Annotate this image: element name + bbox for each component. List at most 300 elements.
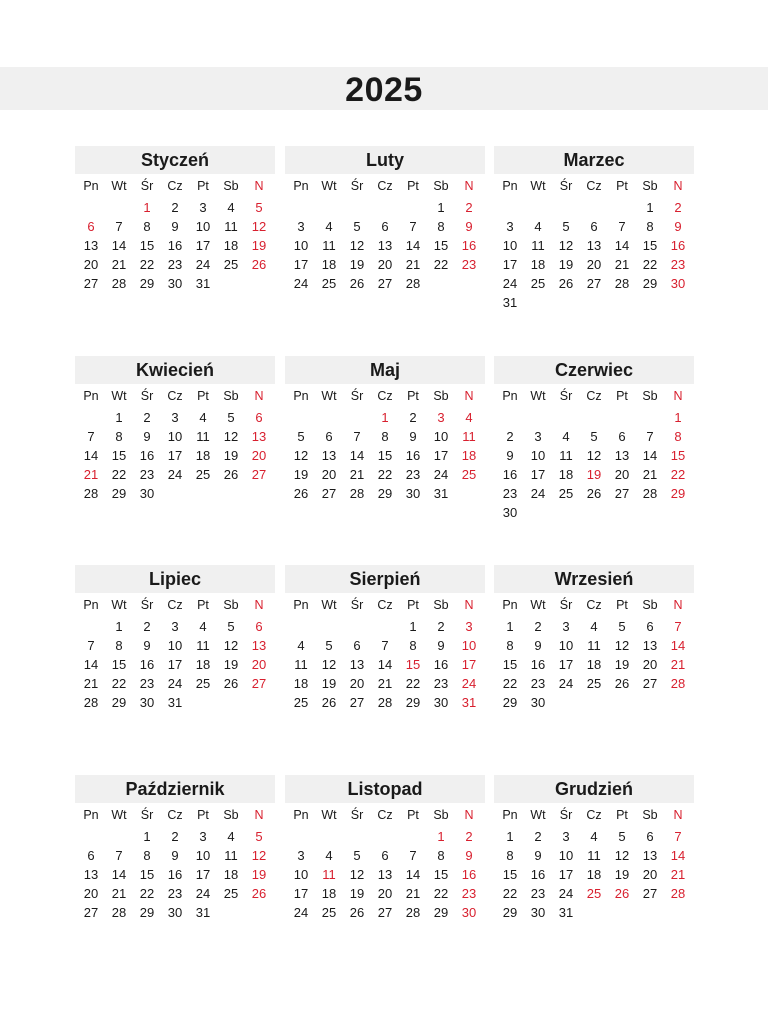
weekday-header: Pt [197,598,209,612]
day-cell: 27 [349,695,365,710]
weekday-header: Pt [616,389,628,403]
day-cell: 26 [614,886,630,901]
day-cell: 13 [321,448,337,463]
day-cell: 9 [437,638,445,653]
day-cell: 12 [251,848,267,863]
day-cell: 8 [143,219,151,234]
weekday-header: Wt [111,389,127,403]
day-cell: 8 [437,848,445,863]
day-cell: 3 [465,619,473,634]
month-name: Styczeń [75,146,275,174]
weekday-header: Cz [377,808,393,822]
day-cell: 18 [558,467,574,482]
day-cell: 1 [409,619,417,634]
day-cell: 5 [227,619,235,634]
day-cell: 28 [405,905,421,920]
day-cell: 31 [195,276,211,291]
weekday-header: Sb [223,598,239,612]
day-cell: 9 [143,638,151,653]
day-cell: 19 [586,467,602,482]
day-cell: 20 [349,676,365,691]
day-cell: 17 [558,657,574,672]
day-cell: 17 [502,257,518,272]
day-cell: 10 [461,638,477,653]
day-cell: 15 [111,657,127,672]
day-cell: 10 [530,448,546,463]
weekday-header: Wt [111,598,127,612]
day-cell: 25 [321,276,337,291]
month-day-grid [77,803,275,922]
day-cell: 2 [534,829,542,844]
day-cell: 24 [293,276,309,291]
day-cell: 28 [377,695,393,710]
day-cell: 12 [321,657,337,672]
day-cell: 17 [293,886,309,901]
day-cell: 15 [139,238,155,253]
day-cell: 25 [530,276,546,291]
day-cell: 31 [195,905,211,920]
day-cell: 13 [251,429,267,444]
day-cell: 11 [196,429,210,444]
empty-cell [552,408,580,427]
weekday-header: Pn [83,179,99,193]
day-cell: 17 [433,448,449,463]
day-cell: 14 [349,448,365,463]
weekday-header: Śr [559,808,573,822]
day-cell: 22 [642,257,658,272]
day-cell: 1 [437,200,445,215]
month-day-grid [496,384,694,522]
day-cell: 15 [377,448,393,463]
day-cell: 23 [433,676,449,691]
day-cell: 23 [461,886,477,901]
day-cell: 12 [349,238,365,253]
day-cell: 6 [255,619,263,634]
day-cell: 13 [83,867,99,882]
day-cell: 8 [115,429,123,444]
day-cell: 6 [590,219,598,234]
day-cell: 2 [143,410,151,425]
day-cell: 21 [614,257,630,272]
day-cell: 18 [223,867,239,882]
month-day-grid [496,593,694,712]
weekday-header: Pt [197,389,209,403]
day-cell: 6 [325,429,333,444]
month-name: Marzec [494,146,694,174]
day-cell: 24 [195,257,211,272]
day-cell: 14 [642,448,658,463]
day-cell: 10 [293,238,309,253]
day-cell: 5 [255,200,263,215]
day-cell: 17 [530,467,546,482]
weekday-header: Pn [83,389,99,403]
day-cell: 27 [83,276,99,291]
day-cell: 22 [111,467,127,482]
day-cell: 14 [670,638,686,653]
day-cell: 8 [143,848,151,863]
day-cell: 15 [405,657,421,672]
day-cell: 25 [586,886,602,901]
weekday-header: Pn [502,389,518,403]
day-cell: 31 [433,486,449,501]
day-cell: 16 [433,657,449,672]
weekday-header: Pn [293,808,309,822]
weekday-header: N [464,179,474,193]
month-block [494,775,694,922]
year-title: 2025 [345,71,423,109]
weekday-header: Śr [350,808,364,822]
day-cell: 23 [167,257,183,272]
weekday-header: Cz [377,598,393,612]
day-cell: 5 [325,638,333,653]
day-cell: 3 [437,410,445,425]
day-cell: 2 [506,429,514,444]
day-cell: 20 [83,886,99,901]
day-cell: 29 [502,695,518,710]
day-cell: 28 [83,695,99,710]
weekday-header: Cz [377,389,393,403]
day-cell: 9 [674,219,682,234]
empty-cell [580,198,608,217]
day-cell: 10 [293,867,309,882]
day-cell: 17 [195,238,211,253]
day-cell: 24 [433,467,449,482]
weekday-header: Pt [197,179,209,193]
day-cell: 3 [562,829,570,844]
day-cell: 25 [321,905,337,920]
day-cell: 5 [353,848,361,863]
weekday-header: Pn [293,598,309,612]
day-cell: 24 [167,676,183,691]
weekday-header: Pt [616,808,628,822]
month-block [75,565,275,712]
weekday-header: Sb [433,598,449,612]
weekday-header: Wt [111,808,127,822]
day-cell: 29 [139,905,155,920]
day-cell: 7 [674,829,682,844]
day-cell: 5 [255,829,263,844]
day-cell: 28 [614,276,630,291]
day-cell: 24 [461,676,477,691]
weekday-header: Cz [586,179,602,193]
day-cell: 14 [377,657,393,672]
day-cell: 10 [195,219,211,234]
day-cell: 19 [321,676,337,691]
weekday-header: Sb [642,808,658,822]
weekday-header: Wt [530,389,546,403]
day-cell: 15 [642,238,658,253]
weekday-header: Cz [167,389,183,403]
day-cell: 4 [534,219,542,234]
day-cell: 14 [670,848,686,863]
day-cell: 27 [586,276,602,291]
month-name: Maj [285,356,485,384]
day-cell: 30 [139,486,155,501]
day-cell: 7 [409,848,417,863]
day-cell: 2 [465,200,473,215]
weekday-header: N [464,808,474,822]
empty-cell [315,408,343,427]
day-cell: 4 [562,429,570,444]
day-cell: 8 [506,638,514,653]
day-cell: 2 [409,410,417,425]
day-cell: 28 [83,486,99,501]
day-cell: 15 [670,448,686,463]
day-cell: 7 [618,219,626,234]
day-cell: 21 [405,886,421,901]
day-cell: 4 [325,848,333,863]
weekday-header: Pt [616,179,628,193]
day-cell: 4 [465,410,473,425]
weekday-header: Śr [140,179,154,193]
day-cell: 18 [293,676,309,691]
day-cell: 20 [321,467,337,482]
empty-cell [371,827,399,846]
weekday-header: Wt [321,389,337,403]
day-cell: 19 [558,257,574,272]
month-day-grid [77,384,275,503]
day-cell: 26 [223,467,239,482]
month-block [494,146,694,312]
day-cell: 11 [224,219,238,234]
day-cell: 11 [587,638,601,653]
month-day-grid [77,174,275,293]
day-cell: 24 [502,276,518,291]
day-cell: 27 [642,676,658,691]
empty-cell [315,198,343,217]
day-cell: 20 [377,257,393,272]
day-cell: 4 [297,638,305,653]
month-block [75,356,275,503]
weekday-header: Pt [407,808,419,822]
day-cell: 18 [195,448,211,463]
empty-cell [77,617,105,636]
day-cell: 3 [199,200,207,215]
empty-cell [343,827,371,846]
day-cell: 9 [465,848,473,863]
day-cell: 24 [293,905,309,920]
month-block [285,775,485,922]
day-cell: 20 [642,657,658,672]
day-cell: 9 [534,848,542,863]
day-cell: 21 [111,886,127,901]
day-cell: 29 [111,486,127,501]
day-cell: 29 [642,276,658,291]
day-cell: 11 [322,867,336,882]
day-cell: 12 [223,638,239,653]
day-cell: 11 [587,848,601,863]
day-cell: 24 [167,467,183,482]
day-cell: 6 [255,410,263,425]
day-cell: 30 [461,905,477,920]
day-cell: 9 [465,219,473,234]
day-cell: 31 [502,295,518,310]
empty-cell [105,827,133,846]
day-cell: 9 [409,429,417,444]
day-cell: 16 [530,657,546,672]
day-cell: 11 [531,238,545,253]
day-cell: 16 [461,238,477,253]
day-cell: 30 [167,276,183,291]
month-block [75,146,275,293]
day-cell: 22 [670,467,686,482]
day-cell: 2 [534,619,542,634]
day-cell: 2 [437,619,445,634]
empty-cell [552,198,580,217]
empty-cell [636,408,664,427]
weekday-header: Pn [502,598,518,612]
day-cell: 30 [167,905,183,920]
empty-cell [105,198,133,217]
day-cell: 19 [614,657,630,672]
day-cell: 25 [461,467,477,482]
day-cell: 28 [670,676,686,691]
weekday-header: Sb [642,179,658,193]
day-cell: 6 [381,219,389,234]
month-name: Wrzesień [494,565,694,593]
day-cell: 24 [558,886,574,901]
day-cell: 8 [381,429,389,444]
day-cell: 1 [646,200,654,215]
day-cell: 16 [139,448,155,463]
day-cell: 22 [405,676,421,691]
weekday-header: Pn [502,808,518,822]
day-cell: 3 [562,619,570,634]
day-cell: 7 [353,429,361,444]
day-cell: 31 [461,695,477,710]
day-cell: 3 [534,429,542,444]
day-cell: 13 [377,238,393,253]
month-name: Grudzień [494,775,694,803]
day-cell: 29 [405,695,421,710]
weekday-header: Śr [350,179,364,193]
day-cell: 17 [293,257,309,272]
day-cell: 21 [83,467,99,482]
day-cell: 12 [223,429,239,444]
empty-cell [371,198,399,217]
day-cell: 3 [506,219,514,234]
day-cell: 5 [353,219,361,234]
day-cell: 3 [297,219,305,234]
day-cell: 28 [670,886,686,901]
day-cell: 8 [506,848,514,863]
day-cell: 21 [670,657,686,672]
day-cell: 18 [586,657,602,672]
day-cell: 16 [530,867,546,882]
day-cell: 17 [167,657,183,672]
weekday-header: Wt [321,179,337,193]
day-cell: 1 [381,410,389,425]
day-cell: 7 [381,638,389,653]
day-cell: 18 [461,448,477,463]
day-cell: 12 [349,867,365,882]
day-cell: 16 [461,867,477,882]
weekday-header: N [254,598,264,612]
weekday-header: Pt [407,389,419,403]
day-cell: 25 [223,886,239,901]
day-cell: 1 [115,410,123,425]
day-cell: 17 [461,657,477,672]
day-cell: 13 [614,448,630,463]
day-cell: 16 [405,448,421,463]
day-cell: 13 [377,867,393,882]
weekday-header: Sb [642,598,658,612]
day-cell: 11 [224,848,238,863]
day-cell: 23 [405,467,421,482]
weekday-header: Pn [502,179,518,193]
day-cell: 14 [614,238,630,253]
weekday-header: Pt [197,808,209,822]
day-cell: 20 [83,257,99,272]
day-cell: 27 [321,486,337,501]
day-cell: 30 [670,276,686,291]
weekday-header: Śr [350,389,364,403]
day-cell: 28 [111,276,127,291]
day-cell: 15 [502,867,518,882]
day-cell: 19 [251,238,267,253]
day-cell: 30 [502,505,518,520]
day-cell: 11 [559,448,573,463]
month-name: Listopad [285,775,485,803]
day-cell: 15 [433,867,449,882]
day-cell: 21 [405,257,421,272]
empty-cell [287,408,315,427]
empty-cell [77,198,105,217]
day-cell: 14 [405,238,421,253]
day-cell: 19 [293,467,309,482]
day-cell: 11 [196,638,210,653]
day-cell: 21 [670,867,686,882]
day-cell: 29 [377,486,393,501]
day-cell: 5 [618,619,626,634]
day-cell: 1 [674,410,682,425]
day-cell: 21 [83,676,99,691]
day-cell: 18 [586,867,602,882]
empty-cell [77,408,105,427]
month-name: Sierpień [285,565,485,593]
day-cell: 25 [223,257,239,272]
day-cell: 9 [171,219,179,234]
day-cell: 23 [461,257,477,272]
day-cell: 20 [377,886,393,901]
weekday-header: Sb [433,389,449,403]
month-name: Luty [285,146,485,174]
weekday-header: Cz [167,808,183,822]
day-cell: 18 [321,886,337,901]
weekday-header: Śr [140,808,154,822]
day-cell: 10 [195,848,211,863]
month-day-grid [287,803,485,922]
day-cell: 4 [199,410,207,425]
day-cell: 2 [171,829,179,844]
day-cell: 11 [462,429,476,444]
day-cell: 27 [251,676,267,691]
day-cell: 23 [670,257,686,272]
empty-cell [315,827,343,846]
month-day-grid [287,384,485,503]
day-cell: 22 [139,257,155,272]
day-cell: 30 [139,695,155,710]
day-cell: 1 [143,200,151,215]
day-cell: 26 [293,486,309,501]
weekday-header: N [464,389,474,403]
weekday-header: Sb [642,389,658,403]
day-cell: 13 [83,238,99,253]
day-cell: 20 [642,867,658,882]
weekday-header: Pn [293,179,309,193]
day-cell: 5 [227,410,235,425]
day-cell: 6 [353,638,361,653]
